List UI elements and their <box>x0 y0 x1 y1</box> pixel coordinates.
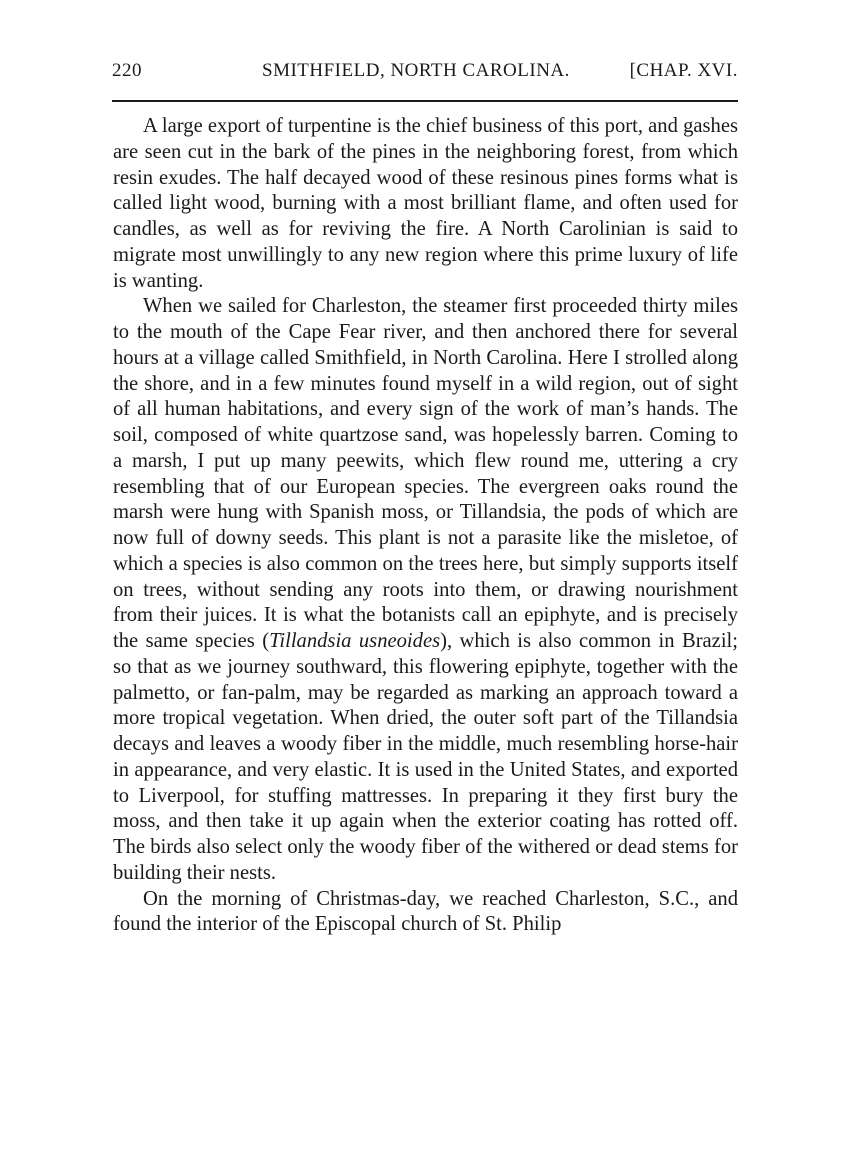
header-rule <box>112 100 738 102</box>
chapter-label: [CHAP. XVI. <box>629 60 738 81</box>
paragraph-2-part-2: ), which is also common in Brazil; so that as we journey southward, this flowering epiphyte, together with the palmetto, or fan-palm, may be regarded as marking an approach toward a more tropical vegetation. When dried, the outer soft part of the Tillandsia decays and leaves a woody fiber in the middle, much resembling horse-hair in appearance, and very elastic. It is used in the United States, and exported to Liverpool, for stuffing mattresses. In preparing it they first bury the moss, and then take it up again when the exterior coating has rotted off. The birds also select only the woody fiber of the withered or dead stems for building their nests. <box>113 630 738 884</box>
paragraph-2-part-1: When we sailed for Charleston, the steamer first proceeded thirty miles to the mouth of the Cape Fear river, and then anchored there for several hours at a village called Smithfield, in North Carolina. Here I strolled along the shore, and in a few minutes found myself in a wild region, out of sight of all human habitations, and every sign of the work of man’s hands. The soil, composed of white quartzose sand, was hopelessly barren. Coming to a marsh, I put up many peewits, which flew round me, uttering a cry resembling that of our European species. The evergreen oaks round the marsh were hung with Spanish moss, or Tillandsia, the pods of which are now full of downy seeds. This plant is not a parasite like the misletoe, of which a species is also common on the trees here, but simply supports itself on trees, without sending any roots into them, or drawing nourishment from their juices. It is what the botanists call an epiphyte, and is precisely the same species ( <box>113 295 738 652</box>
paragraph-3: On the morning of Christmas-day, we reached Charleston, S.C., and found the interior of the Episcopal church of St. Philip <box>113 887 738 936</box>
paragraph-2 <box>113 294 738 886</box>
species-name-italic: Tillandsia usneoides <box>269 630 441 652</box>
running-title: SMITHFIELD, NORTH CAROLINA. <box>262 60 570 81</box>
body-text <box>113 114 738 938</box>
page-number: 220 <box>112 60 142 81</box>
paragraph-1: A large export of turpentine is the chief business of this port, and gashes are seen cut in the bark of the pines in the neighboring forest, from which resin exudes. The half decayed wood of these resinous pines forms what is called light wood, burning with a most brilliant flame, and often used for candles, as well as for reviving the fire. A North Carolinian is said to migrate most unwillingly to any new region where this prime luxury of life is wanting. <box>113 115 738 292</box>
running-header <box>112 60 738 90</box>
